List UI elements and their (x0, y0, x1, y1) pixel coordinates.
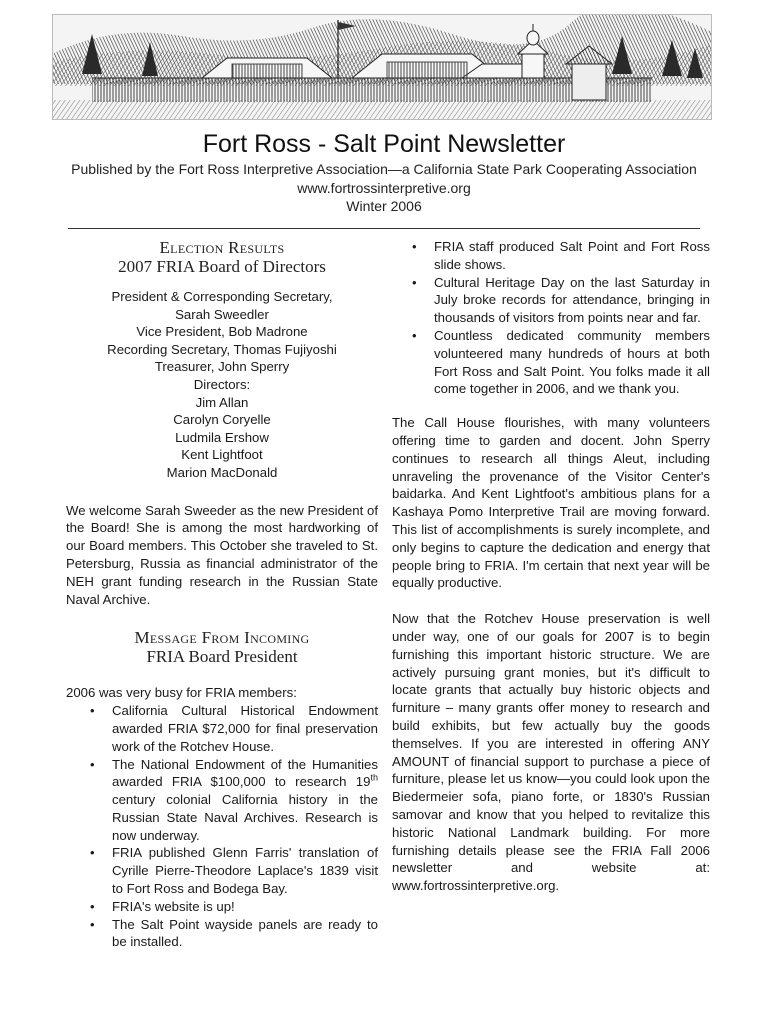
officer-line: Carolyn Coryelle (173, 412, 271, 428)
officer-line: President & Corresponding Secretary, (111, 289, 333, 304)
newsletter-header (0, 128, 768, 216)
officer-line: Kent Lightfoot (181, 447, 263, 463)
officer-line: Jim Allan (195, 394, 249, 410)
list-item: • The Salt Point wayside panels are ready to be installed. (66, 916, 378, 952)
officer-line: Recording Secretary, Thomas Fujiyoshi (107, 341, 337, 357)
accomplishments-list-right (392, 238, 710, 398)
fort-ross-etching (52, 14, 712, 120)
rotchev-paragraph: Now that the Rotchev House preservation is well under way, one of our goals for 2007 is to begin furnishing this important historic structure. We are actively pursuing grant monies, but it's difficult to locate grants that actually buy historic objects and furniture – many grants offer money to research and build exhibits, but few actually buy the goods themselves. If you are interested in offering ANY AMOUNT of financial support to purchase a piece of furniture, please let us know—you could look upon the Biedermeier sofa, piano forte, or 1830's Russian samovar and know that you helped to revitalize this historic National Landmark building. For more furnishing details please see the FRIA Fall 2006 newsletter and website at: www.fortrossinterpretive.org. (392, 611, 710, 894)
welcome-paragraph: We welcome Sarah Sweeder as the new President of the Board! She is among the most hardworking of our Board members. This October she traveled to St. Petersburg, Russia as financial administrator of the NEH grant funding research in the Russian State Naval Archive. (66, 502, 378, 607)
list-item: • FRIA's website is up! (66, 898, 378, 916)
right-column (392, 238, 710, 895)
message-heading-line-1: Message From Incoming (134, 628, 310, 648)
list-item: • Cultural Heritage Day on the last Saturday in July broke records for attendance, bringing in thousands of visitors from points near and far. (392, 274, 710, 327)
election-heading-line-2: 2007 FRIA Board of Directors (118, 257, 326, 276)
message-heading-line-2: FRIA Board President (146, 647, 298, 667)
accomplishments-list-left (66, 702, 378, 951)
officer-line: Sarah Sweedler (175, 306, 269, 322)
header-divider (68, 228, 700, 229)
list-item: • FRIA staff produced Salt Point and Fort Ross slide shows. (392, 238, 710, 274)
left-column (66, 238, 378, 951)
list-item-text: The National Endowment of the Humanities awarded FRIA $100,000 to research 19 (112, 756, 378, 790)
issue-date: Winter 2006 (346, 198, 422, 214)
list-item: • California Cultural Historical Endowment awarded FRIA $72,000 for final preservation work of the Rotchev House. (66, 702, 378, 755)
officer-line: Marion MacDonald (166, 464, 278, 480)
newsletter-title: Fort Ross - Salt Point Newsletter (202, 130, 566, 158)
masthead-illustration (52, 14, 712, 120)
list-item: • FRIA published Glenn Farris' translation of Cyrille Pierre-Theodore Laplace's 1839 visit to Fort Ross and Bodega Bay. (66, 844, 378, 897)
board-officers-list (66, 288, 378, 482)
election-heading-line-1: Election Results (159, 238, 285, 257)
ordinal-suffix: th (370, 772, 378, 783)
message-heading (66, 628, 378, 666)
officer-line: Treasurer, John Sperry (154, 359, 290, 375)
list-item: • Countless dedicated community members volunteered many hundreds of hours at both Fort Ross and Salt Point. You folks made it all come together in 2006, and we thank you. (392, 327, 710, 398)
website-url[interactable]: www.fortrossinterpretive.org (297, 179, 471, 196)
list-item (66, 756, 378, 845)
election-heading (66, 238, 378, 276)
officer-line: Ludmila Ershow (175, 429, 269, 445)
call-house-paragraph: The Call House flourishes, with many volunteers offering time to garden and docent. John Sperry continues to research all things Aleut, including unraveling the provenance of the Visitor Center's baidarka. And Kent Lightfoot's ambitious plans for a Kashaya Pomo Interpretive Trail are moving forward. This list of accomplishments is surely incomplete, and only begins to capture the dedication and energy that people bring to FRIA. I'm certain that next year will be equally productive. (392, 415, 710, 591)
officer-line: Directors: (193, 376, 251, 392)
publisher-line: Published by the Fort Ross Interpretive Association—a California State Park Cooperating Association (71, 161, 697, 177)
list-item-text: century colonial California history in the Russian State Naval Archives. Research is now underway. (112, 792, 378, 843)
message-intro: 2006 was very busy for FRIA members: (66, 685, 297, 701)
officer-line: Vice President, Bob Madrone (136, 324, 308, 340)
